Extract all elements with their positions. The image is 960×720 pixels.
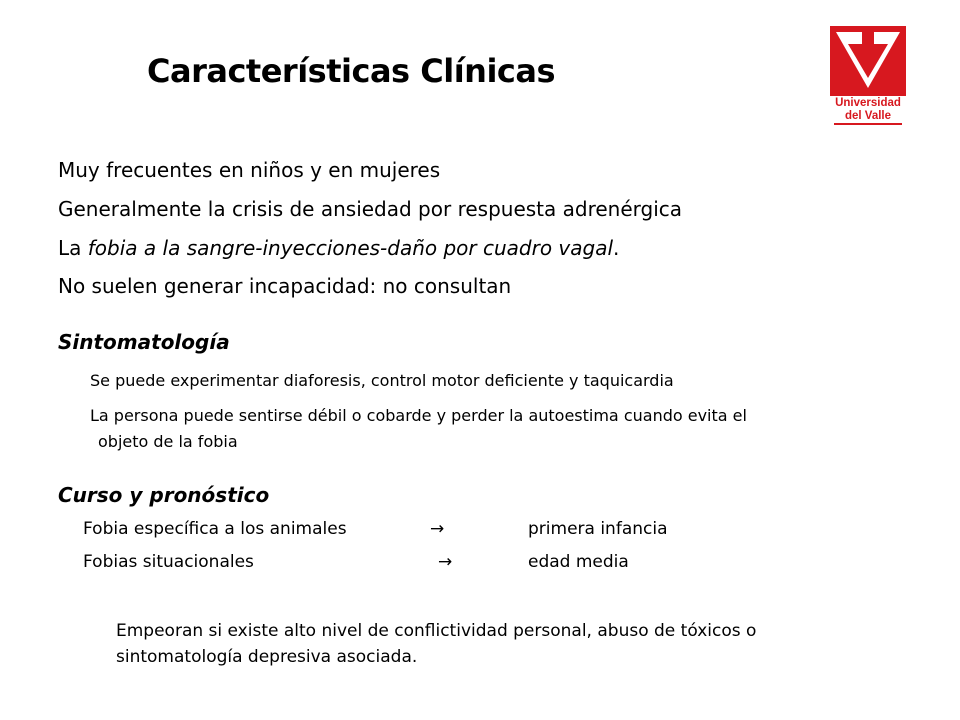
curso-row-2-arrow: → <box>438 552 453 572</box>
sintomatologia-heading: Sintomatología <box>58 330 230 354</box>
bullet-3-italic: fobia a la sangre-inyecciones-daño por cuadro vagal <box>87 236 614 260</box>
nota-line-1: Empeoran si existe alto nivel de conflictividad personal, abuso de tóxicos o <box>116 621 757 641</box>
sintomatologia-item-1: Se puede experimentar diaforesis, control motor deficiente y taquicardia <box>90 371 674 390</box>
logo-underline <box>834 123 902 125</box>
logo-text-line2: del Valle <box>844 110 892 122</box>
bullet-4: No suelen generar incapacidad: no consultan <box>58 274 512 298</box>
bullet-2: Generalmente la crisis de ansiedad por respuesta adrenérgica <box>58 197 683 221</box>
curso-row-1-value: primera infancia <box>528 519 668 539</box>
bullet-3-prefix: La <box>58 236 88 260</box>
sintomatologia-item-2-line-1: La persona puede sentirse débil o cobarde y perder la autoestima cuando evita el <box>90 406 747 425</box>
bullet-1: Muy frecuentes en niños y en mujeres <box>58 158 441 182</box>
nota-line-2: sintomatología depresiva asociada. <box>116 647 418 667</box>
sintomatologia-item-2-line-2: objeto de la fobia <box>98 432 238 451</box>
curso-row-2-label: Fobias situacionales <box>83 552 254 572</box>
curso-row-1-arrow: → <box>430 519 445 539</box>
curso-row-2-value: edad media <box>528 552 629 572</box>
logo-text-line1: Universidad <box>835 97 901 109</box>
curso-row-1-label: Fobia específica a los animales <box>83 519 347 539</box>
slide-title: Características Clínicas <box>147 52 556 90</box>
bullet-3-suffix: . <box>613 236 620 260</box>
curso-heading: Curso y pronóstico <box>58 483 270 507</box>
bullet-3 <box>58 236 619 260</box>
